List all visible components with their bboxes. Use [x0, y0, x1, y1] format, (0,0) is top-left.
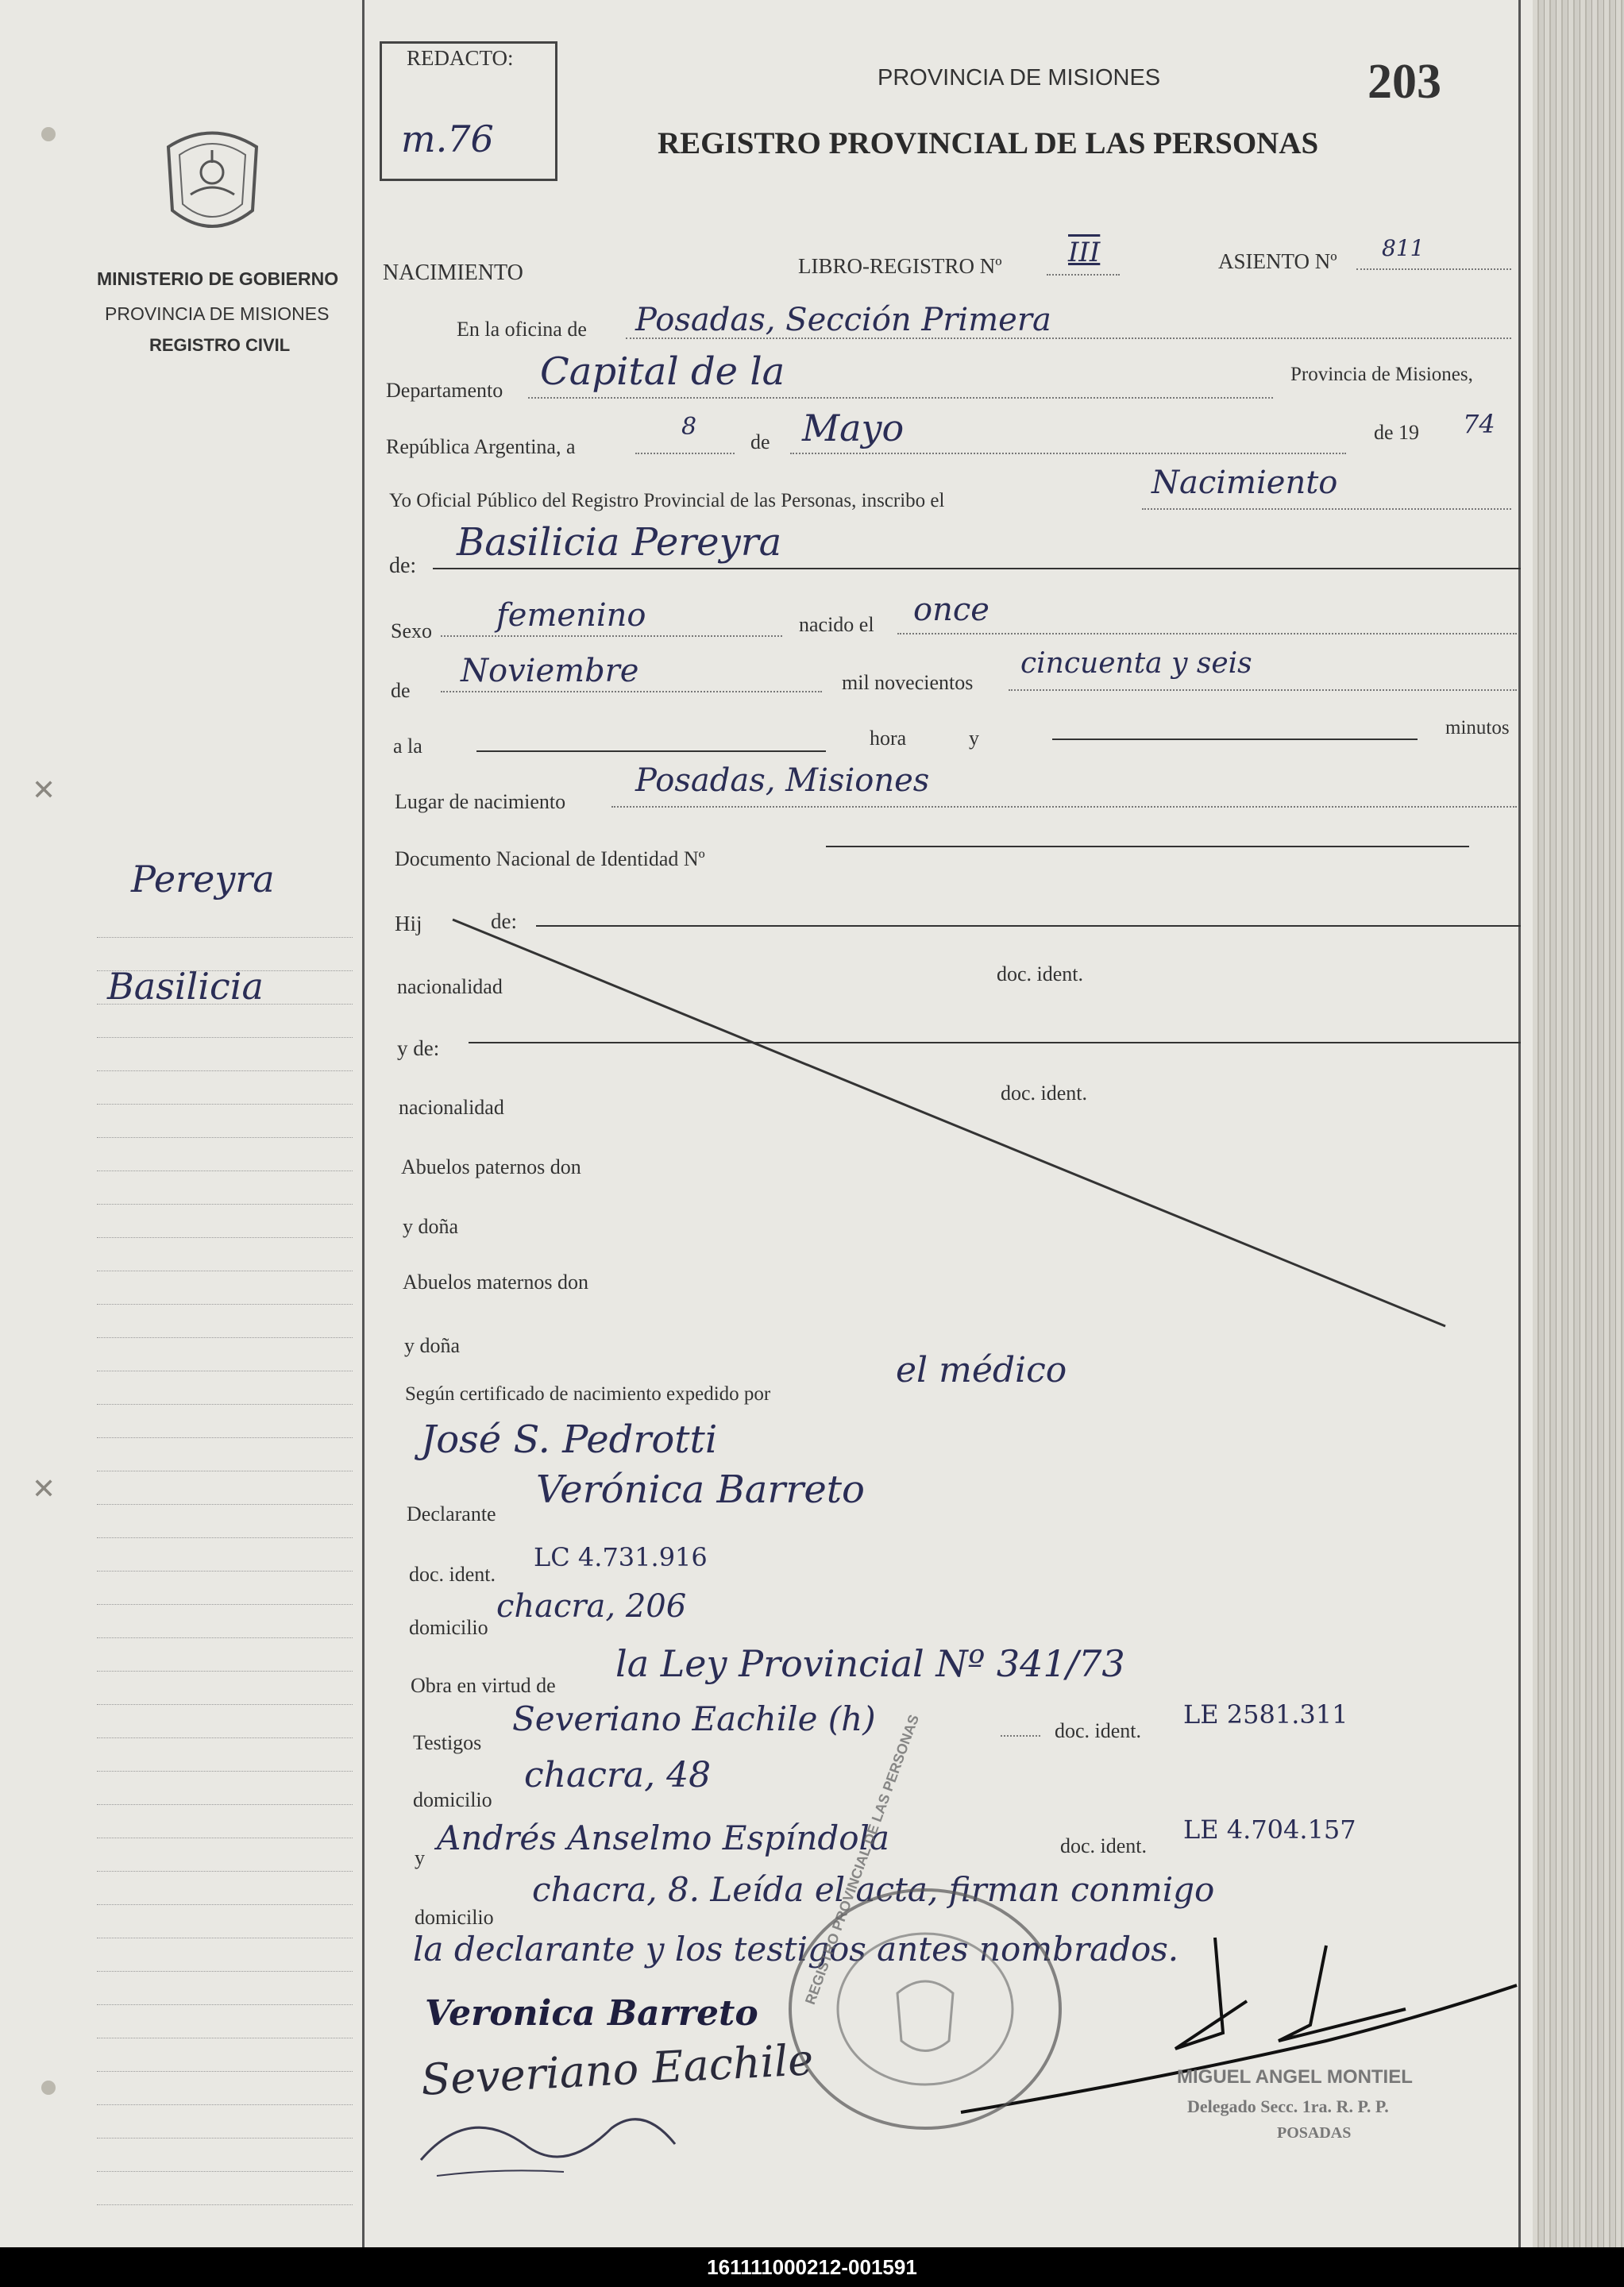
nacido-value: once: [913, 592, 989, 628]
segun-value: el médico: [896, 1350, 1067, 1390]
sexo-label: Sexo: [391, 619, 432, 642]
asiento-label: ASIENTO Nº: [1218, 249, 1337, 273]
declarante-domicilio: chacra, 206: [496, 1588, 687, 1625]
y-de-label: y de:: [397, 1036, 440, 1060]
dni-label: Documento Nacional de Identidad Nº: [395, 847, 705, 870]
abuelos-mat-label: Abuelos maternos don: [403, 1271, 588, 1294]
registry-title: REGISTRO PROVINCIAL DE LAS PERSONAS: [658, 126, 1319, 160]
closing-line1: chacra, 8. Leída el acta, firman conmigo: [532, 1870, 1215, 1909]
hij-label: Hij: [395, 912, 422, 935]
doc-ident4-label: doc. ident.: [1055, 1719, 1142, 1742]
ministry-line3: REGISTRO CIVIL: [149, 335, 291, 355]
redacto-value: m.76: [401, 118, 494, 160]
testigo1-doc: LE 2581.311: [1183, 1699, 1348, 1730]
nacimiento-label: NACIMIENTO: [383, 260, 523, 285]
minutos-label: minutos: [1445, 717, 1510, 739]
domicilio-label: domicilio: [409, 1616, 488, 1639]
y-dona2-label: y doña: [404, 1334, 461, 1357]
stamp-ring-text: REGISTRO PROVINCIAL DE LAS PERSONAS: [802, 1712, 923, 2007]
a-la-label: a la: [393, 735, 422, 758]
y-dona1-label: y doña: [403, 1215, 459, 1238]
libro-value: III: [1068, 237, 1101, 268]
year-prefix: de 19: [1374, 421, 1420, 444]
abuelos-pat-label: Abuelos paternos don: [401, 1155, 581, 1178]
mil-label: mil novecientos: [842, 671, 974, 694]
lugar-value: Posadas, Misiones: [635, 762, 930, 799]
year-value: 74: [1463, 409, 1495, 439]
testigo1-domicilio: chacra, 48: [524, 1755, 712, 1795]
testigo2-name: Andrés Anselmo Espíndola: [437, 1818, 890, 1857]
month-value: Mayo: [802, 407, 905, 449]
hij-de-label: de:: [491, 909, 517, 933]
doc-ident2-label: doc. ident.: [1001, 1082, 1088, 1105]
stitch-mark: ✕: [32, 1473, 56, 1506]
signature-testigo: Severiano Eachile: [419, 2034, 815, 2105]
nacido-label: nacido el: [799, 613, 874, 636]
registry-stamp-icon: [782, 1882, 1068, 2136]
nacionalidad2-label: nacionalidad: [399, 1096, 504, 1119]
segun-label: Según certificado de nacimiento expedido por: [405, 1383, 771, 1405]
y-label: y: [969, 727, 979, 750]
obra-value: la Ley Provincial Nº 341/73: [615, 1642, 1125, 1685]
departamento-label: Departamento: [386, 379, 503, 402]
birth-month-value: Noviembre: [461, 653, 639, 689]
de2-label: de: [391, 679, 411, 702]
page-number: 203: [1367, 55, 1441, 109]
margin-given-name: Basilicia: [107, 965, 264, 1008]
image-id-footer: 161111000212-001591: [0, 2247, 1624, 2287]
oficina-label: En la oficina de: [457, 318, 587, 341]
yo-oficial-label: Yo Oficial Público del Registro Provincial de las Personas, inscribo el: [389, 490, 945, 511]
de-label: de: [750, 430, 770, 453]
domicilio3-label: domicilio: [415, 1906, 494, 1929]
doc-ident-label: doc. ident.: [997, 962, 1084, 985]
closing-line2: la declarante y los testigos antes nombrados.: [413, 1930, 1179, 1969]
province-heading: PROVINCIA DE MISIONES: [878, 65, 1161, 91]
lugar-label: Lugar de nacimiento: [395, 790, 566, 813]
officer-name: MIGUEL ANGEL MONTIEL: [1177, 2066, 1413, 2088]
ministry-line1: MINISTERIO DE GOBIERNO: [97, 268, 339, 289]
doc-ident3-label: doc. ident.: [409, 1563, 496, 1586]
redacto-label: REDACTO:: [407, 46, 514, 70]
sexo-value: femenino: [496, 597, 646, 634]
margin-surname: Pereyra: [131, 858, 275, 901]
stitch-mark: ✕: [32, 774, 56, 807]
day-value: 8: [681, 413, 697, 441]
declarante-doc: LC 4.731.916: [534, 1542, 708, 1572]
inscribo-value: Nacimiento: [1151, 465, 1338, 501]
officer-title: Delegado Secc. 1ra. R. P. P.: [1187, 2096, 1389, 2116]
mil-value: cincuenta y seis: [1020, 647, 1252, 680]
asiento-value: 811: [1382, 235, 1425, 261]
declarante-value: Verónica Barreto: [536, 1467, 865, 1512]
obra-label: Obra en virtud de: [411, 1674, 556, 1697]
ministry-line2: PROVINCIA DE MISIONES: [105, 303, 330, 324]
departamento-value: Capital de la: [540, 349, 785, 394]
y2-label: y: [415, 1846, 425, 1869]
domicilio2-label: domicilio: [413, 1788, 492, 1811]
testigo1-name: Severiano Eachile (h): [512, 1699, 876, 1738]
declarante-label: Declarante: [407, 1502, 496, 1525]
signature-declarante: Veronica Barreto: [425, 1993, 758, 2034]
oficina-value: Posadas, Sección Primera: [635, 302, 1051, 338]
name-value: Basilicia Pereyra: [457, 520, 782, 565]
de-colon-label: de:: [389, 553, 417, 578]
medico-name: José S. Pedrotti: [421, 1417, 718, 1462]
doc-ident5-label: doc. ident.: [1060, 1834, 1148, 1857]
libro-label: LIBRO-REGISTRO Nº: [798, 254, 1002, 278]
officer-city: POSADAS: [1277, 2124, 1352, 2142]
testigos-label: Testigos: [413, 1731, 482, 1754]
signature-scribble: [405, 2096, 723, 2192]
nacionalidad-label: nacionalidad: [397, 975, 503, 998]
republica-label: República Argentina, a: [386, 435, 576, 458]
provincia-misiones: Provincia de Misiones,: [1290, 364, 1473, 385]
hora-label: hora: [870, 727, 907, 750]
testigo2-doc: LE 4.704.157: [1183, 1815, 1356, 1845]
